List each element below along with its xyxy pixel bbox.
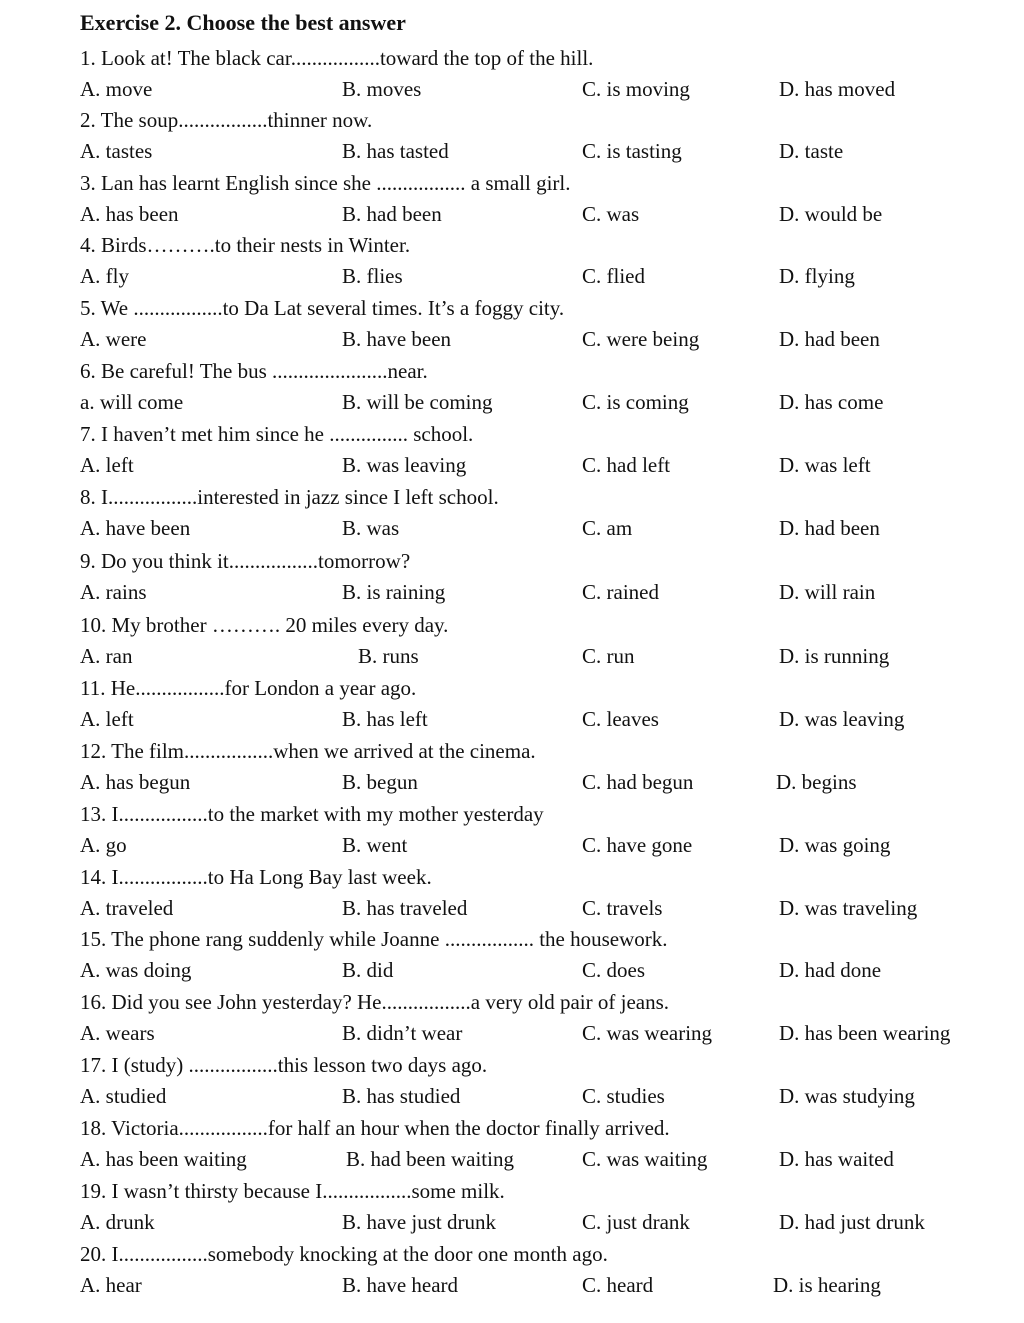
- option-d: D. was traveling: [779, 896, 918, 920]
- option-b: B. went: [342, 833, 408, 857]
- option-d: D. will rain: [779, 580, 876, 604]
- option-d: D. begins: [776, 770, 857, 794]
- option-a: A. fly: [80, 264, 129, 288]
- option-c: C. was waiting: [582, 1147, 708, 1171]
- option-d: D. has moved: [779, 77, 896, 101]
- option-b: B. flies: [342, 264, 403, 288]
- question-12: [0, 737, 1024, 800]
- option-c: C. just drank: [582, 1210, 690, 1234]
- question-stem: 18. Victoria.................for half an hour when the doctor finally arrived.: [80, 1116, 670, 1140]
- option-d: D. had been: [779, 327, 880, 351]
- option-d: D. had been: [779, 516, 880, 540]
- option-a: A. was doing: [80, 958, 192, 982]
- option-a: A. drunk: [80, 1210, 155, 1234]
- option-d: D. has waited: [779, 1147, 894, 1171]
- option-b: B. have just drunk: [342, 1210, 496, 1234]
- option-a: A. tastes: [80, 139, 153, 163]
- question-stem: 10. My brother ………. 20 miles every day.: [80, 613, 449, 637]
- option-d: D. would be: [779, 202, 883, 226]
- option-d: D. is hearing: [773, 1273, 881, 1297]
- question-5: [0, 294, 1024, 357]
- option-c: C. had begun: [582, 770, 694, 794]
- question-9: [0, 547, 1024, 610]
- option-b: B. will be coming: [342, 390, 493, 414]
- question-stem: 9. Do you think it.................tomorrow?: [80, 549, 411, 573]
- question-stem: 3. Lan has learnt English since she ................. a small girl.: [80, 171, 571, 195]
- option-d: D. has come: [779, 390, 884, 414]
- question-stem: 15. The phone rang suddenly while Joanne ................. the housework.: [80, 927, 668, 951]
- option-b: B. had been waiting: [346, 1147, 514, 1171]
- option-a: A. wears: [80, 1021, 155, 1045]
- option-d: D. was leaving: [779, 707, 905, 731]
- option-a: A. hear: [80, 1273, 142, 1297]
- question-stem: 7. I haven’t met him since he ............... school.: [80, 422, 474, 446]
- question-6: [0, 357, 1024, 420]
- option-c: C. had left: [582, 453, 671, 477]
- question-19: [0, 1177, 1024, 1240]
- option-a: A. move: [80, 77, 153, 101]
- question-stem: 14. I.................to Ha Long Bay last week.: [80, 865, 432, 889]
- question-stem: 13. I.................to the market with my mother yesterday: [80, 802, 544, 826]
- option-b: B. didn’t wear: [342, 1021, 463, 1045]
- question-stem: 1. Look at! The black car.................toward the top of the hill.: [80, 46, 594, 70]
- question-stem: 4. Birds……….to their nests in Winter.: [80, 233, 411, 257]
- option-b: B. moves: [342, 77, 422, 101]
- option-a: A. has been waiting: [80, 1147, 247, 1171]
- option-b: B. have been: [342, 327, 452, 351]
- question-8: [0, 483, 1024, 546]
- option-a: A. ran: [80, 644, 133, 668]
- option-d: D. was going: [779, 833, 891, 857]
- question-stem: 16. Did you see John yesterday? He.................a very old pair of jeans.: [80, 990, 670, 1014]
- option-a: A. left: [80, 707, 134, 731]
- option-a: A. have been: [80, 516, 191, 540]
- option-c: C. is moving: [582, 77, 690, 101]
- option-a: A. rains: [80, 580, 147, 604]
- question-20: [0, 1240, 1024, 1303]
- question-17: [0, 1051, 1024, 1114]
- question-16: [0, 988, 1024, 1051]
- question-15: [0, 925, 1024, 988]
- option-b: B. has tasted: [342, 139, 449, 163]
- option-b: B. was: [342, 516, 400, 540]
- question-1: [0, 44, 1024, 107]
- question-stem: 5. We .................to Da Lat several times. It’s a foggy city.: [80, 296, 565, 320]
- option-b: B. was leaving: [342, 453, 467, 477]
- question-3: [0, 169, 1024, 232]
- question-7: [0, 420, 1024, 483]
- option-c: C. does: [582, 958, 645, 982]
- option-c: C. was wearing: [582, 1021, 713, 1045]
- option-c: C. leaves: [582, 707, 659, 731]
- option-d: D. taste: [779, 139, 844, 163]
- question-2: [0, 106, 1024, 169]
- option-a: A. were: [80, 327, 147, 351]
- option-c: C. is tasting: [582, 139, 682, 163]
- question-stem: 6. Be careful! The bus ......................near.: [80, 359, 428, 383]
- question-18: [0, 1114, 1024, 1177]
- option-a: A. go: [80, 833, 127, 857]
- option-b: B. did: [342, 958, 394, 982]
- option-b: B. have heard: [342, 1273, 459, 1297]
- question-4: [0, 231, 1024, 294]
- question-11: [0, 674, 1024, 737]
- option-d: D. has been wearing: [779, 1021, 951, 1045]
- option-c: C. rained: [582, 580, 659, 604]
- option-a: A. studied: [80, 1084, 167, 1108]
- question-stem: 8. I.................interested in jazz since I left school.: [80, 485, 499, 509]
- question-13: [0, 800, 1024, 863]
- option-a: A. has begun: [80, 770, 191, 794]
- question-stem: 19. I wasn’t thirsty because I.................some milk.: [80, 1179, 505, 1203]
- question-stem: 20. I.................somebody knocking at the door one month ago.: [80, 1242, 608, 1266]
- option-b: B. begun: [342, 770, 418, 794]
- option-d: D. had done: [779, 958, 882, 982]
- option-c: C. heard: [582, 1273, 654, 1297]
- option-c: C. run: [582, 644, 635, 668]
- option-d: D. was studying: [779, 1084, 915, 1108]
- option-b: B. had been: [342, 202, 442, 226]
- option-c: C. travels: [582, 896, 663, 920]
- option-c: C. were being: [582, 327, 700, 351]
- option-c: C. was: [582, 202, 640, 226]
- option-c: C. have gone: [582, 833, 693, 857]
- question-stem: 17. I (study) .................this lesson two days ago.: [80, 1053, 488, 1077]
- option-a: a. will come: [80, 390, 184, 414]
- option-b: B. runs: [358, 644, 419, 668]
- question-14: [0, 863, 1024, 926]
- option-a: A. left: [80, 453, 134, 477]
- option-d: D. is running: [779, 644, 890, 668]
- option-b: B. has left: [342, 707, 428, 731]
- exercise-title: Exercise 2. Choose the best answer: [80, 10, 406, 35]
- question-stem: 2. The soup.................thinner now.: [80, 108, 373, 132]
- option-c: C. flied: [582, 264, 645, 288]
- option-c: C. am: [582, 516, 633, 540]
- option-b: B. has traveled: [342, 896, 468, 920]
- option-a: A. has been: [80, 202, 179, 226]
- question-10: [0, 611, 1024, 674]
- option-c: C. studies: [582, 1084, 665, 1108]
- question-stem: 12. The film.................when we arrived at the cinema.: [80, 739, 536, 763]
- option-b: B. has studied: [342, 1084, 461, 1108]
- option-d: D. was left: [779, 453, 871, 477]
- option-d: D. had just drunk: [779, 1210, 925, 1234]
- option-a: A. traveled: [80, 896, 174, 920]
- option-b: B. is raining: [342, 580, 446, 604]
- question-stem: 11. He.................for London a year ago.: [80, 676, 417, 700]
- option-d: D. flying: [779, 264, 855, 288]
- option-c: C. is coming: [582, 390, 689, 414]
